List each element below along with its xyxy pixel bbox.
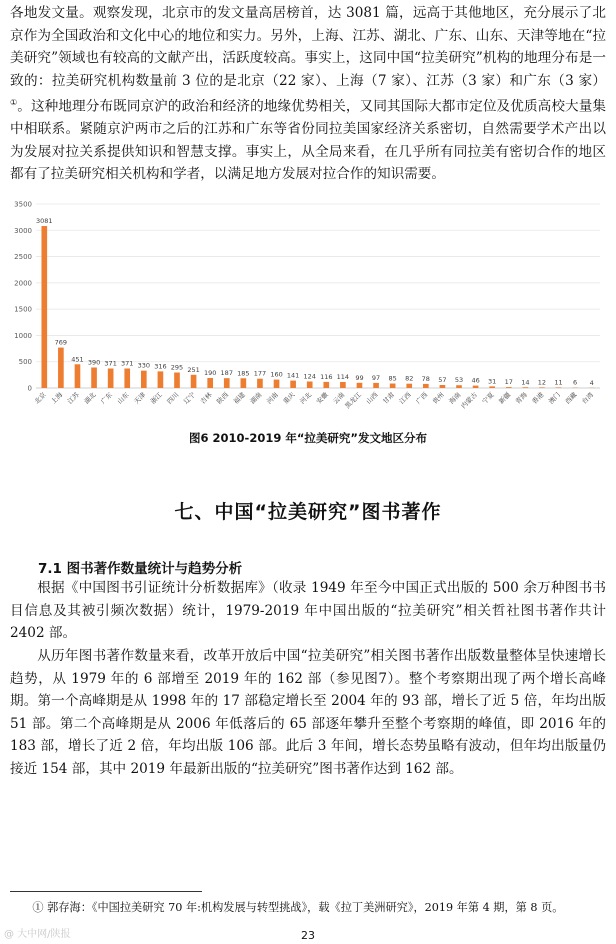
y-tick-label: 500 xyxy=(18,358,32,367)
figure-caption: 图6 2010-2019 年“拉美研究”发文地区分布 xyxy=(189,431,427,445)
bar xyxy=(539,387,545,388)
x-tick-label: 四川 xyxy=(165,390,181,406)
region-distribution-chart xyxy=(8,198,608,418)
bar-value-label: 190 xyxy=(203,369,217,378)
bar-value-label: 116 xyxy=(320,372,333,381)
bar-value-label: 185 xyxy=(237,369,250,378)
body-paragraph-3: 从历年图书著作数量来看，改革开放后中国“拉美研究”相关图书著作出版数量整体呈快速增长趋势，从 1979 年的 6 部增至 2019 年的 162 部（参见图7）。整个考察期出现了两个增长高峰期。第一个高峰期是从 1998 年的 17 部稳定增长至 2004 年的 93 部，增长了近 5 倍，年均出版 51 部。第二个高峰期是从 2006 年低落后的 65 部逐年攀升至整个考察期的峰值，即 2016 年的 183 部，增长了近 2 倍，年均出版 106 部。此后 3 年间，增长态势虽略有波动，但年均出版量仍接近 154 部，其中 2019 年最新出版的“拉美研究”图书著作达到 162 部。 xyxy=(10,648,606,777)
page-number: 23 xyxy=(301,929,315,942)
bar xyxy=(141,371,147,388)
bar xyxy=(489,386,495,388)
bar xyxy=(290,381,296,388)
body-paragraph-1 xyxy=(10,2,606,186)
x-tick-label: 甘肃 xyxy=(381,390,397,406)
paragraph-text-continued: 。这种地理分布既同京沪的政治和经济的地缘优势相关，又同其国际大都市定位及优质高校大量集中相联系。紧随京沪两市之后的江苏和广东等省份同拉美国家经济关系密切，自然需要学术产出以为发展对拉关系提供知识和智慧支撑。事实上，从全局来看，在几乎所有同拉美有密切合作的地区都有了拉美研究相关机构和学者，以满足地方发展对拉合作的知识需要。 xyxy=(10,98,607,183)
x-tick-label: 澳门 xyxy=(547,390,562,406)
x-tick-label: 山西 xyxy=(364,390,380,406)
bar-value-label: 330 xyxy=(137,361,151,370)
bar xyxy=(75,364,81,388)
y-tick-label: 3000 xyxy=(14,226,32,235)
bar xyxy=(274,380,280,388)
bar-value-label: 99 xyxy=(355,373,364,382)
x-tick-label: 内蒙古 xyxy=(459,390,480,411)
x-tick-label: 香港 xyxy=(530,390,546,406)
bar xyxy=(108,368,114,388)
section-title: 7.1 图书著作数量统计与趋势分析 xyxy=(38,561,243,577)
bar xyxy=(224,378,230,388)
x-tick-label: 福建 xyxy=(231,390,247,406)
bar-value-label: 53 xyxy=(454,376,464,385)
x-tick-label: 河南 xyxy=(265,390,280,406)
x-tick-label: 新疆 xyxy=(497,390,513,406)
bar-value-label: 4 xyxy=(589,378,594,387)
bar xyxy=(124,368,130,388)
bar-value-label: 114 xyxy=(336,373,350,382)
footnote: ① 郭存海：《中国拉美研究 70 年:机构发展与转型挑战》，载《拉丁美洲研究》，2019 年第 4 期，第 8 页。 xyxy=(32,901,564,914)
x-tick-label: 江西 xyxy=(397,390,413,406)
x-tick-label: 广西 xyxy=(414,390,430,406)
bar-value-label: 14 xyxy=(521,378,530,387)
body-paragraph-2: 根据《中国图书引证统计分析数据库》（收录 1949 年至今中国正式出版的 500 余万种图书书目信息及其被引频次数据）统计，1979-2019 年中国出版的“拉美研究”相关哲社图书著作共计 2402 部。 xyxy=(10,580,606,641)
x-tick-label: 湖北 xyxy=(82,390,98,406)
bar-value-label: 177 xyxy=(253,369,267,378)
bar-value-label: 46 xyxy=(471,376,480,385)
bar xyxy=(390,384,396,388)
bar xyxy=(174,372,180,388)
x-tick-label: 安徽 xyxy=(314,390,330,406)
bar-value-label: 57 xyxy=(438,376,447,385)
x-tick-label: 北京 xyxy=(32,390,48,406)
chart-x-axis xyxy=(32,390,595,411)
bar xyxy=(58,348,64,388)
x-tick-label: 黑龙江 xyxy=(343,390,363,411)
bar xyxy=(473,386,479,388)
chart-y-axis xyxy=(14,201,32,393)
y-tick-label: 3500 xyxy=(14,200,32,209)
x-tick-label: 河北 xyxy=(298,390,314,406)
footnote-divider xyxy=(10,891,202,892)
bar xyxy=(340,382,346,388)
bar xyxy=(257,379,263,388)
bar-value-label: 295 xyxy=(170,363,184,372)
bar-value-label: 85 xyxy=(388,374,397,383)
x-tick-label: 西藏 xyxy=(563,390,579,406)
x-tick-label: 云南 xyxy=(331,390,347,406)
bar xyxy=(307,381,313,388)
bar xyxy=(191,375,197,388)
y-tick-label: 2500 xyxy=(14,253,32,262)
bar-value-label: 390 xyxy=(87,358,101,367)
x-tick-label: 台湾 xyxy=(580,390,596,406)
x-tick-label: 上海 xyxy=(49,390,65,406)
y-tick-label: 2000 xyxy=(14,279,32,288)
bar-value-label: 97 xyxy=(371,373,381,382)
chapter-title: 七、中国“拉美研究”图书著作 xyxy=(174,501,442,523)
watermark: @ 大中网/陕报 xyxy=(4,929,71,940)
bar xyxy=(523,387,529,388)
chart-bars xyxy=(36,217,595,388)
y-tick-label: 0 xyxy=(27,384,32,393)
bar-value-label: 187 xyxy=(220,369,233,378)
bar-value-label: 251 xyxy=(187,365,200,374)
x-tick-label: 贵州 xyxy=(430,390,446,406)
bar-value-label: 17 xyxy=(504,378,513,387)
bar-value-label: 141 xyxy=(286,371,300,380)
bar-value-label: 316 xyxy=(154,362,167,371)
bar xyxy=(440,385,446,388)
x-tick-label: 天津 xyxy=(132,390,148,406)
bar xyxy=(323,382,329,388)
bar xyxy=(241,378,247,388)
bar xyxy=(423,384,429,388)
x-tick-label: 吉林 xyxy=(198,390,214,406)
bar-value-label: 371 xyxy=(104,359,117,368)
x-tick-label: 辽宁 xyxy=(182,390,198,406)
bar-value-label: 769 xyxy=(54,338,68,347)
bar xyxy=(456,385,462,388)
x-tick-label: 山东 xyxy=(115,390,131,406)
footnote-marker[interactable]: ① xyxy=(10,98,18,107)
bar-value-label: 12 xyxy=(537,378,547,387)
paragraph-text: 各地发文量。观察发现，北京市的发文量高居榜首，达 3081 篇，远高于其他地区，充分展示了北京作为全国政治和文化中心的地位和实力。另外，上海、江苏、湖北、广东、山东、天津等地在“拉美研究”领域也有较高的文献产出，活跃度较高。事实上，这同中国“拉美研究”机构的地理分布是一致的：拉美研究机构数量前 3 位的是北京（22 家）、上海（7 家）、江苏（3 家）和广东（3 家） xyxy=(10,5,606,89)
x-tick-label: 江苏 xyxy=(66,390,81,406)
bar xyxy=(207,378,213,388)
bar xyxy=(556,387,562,388)
x-tick-label: 宁夏 xyxy=(480,390,496,406)
bar xyxy=(91,367,97,388)
bar-value-label: 82 xyxy=(405,374,414,383)
x-tick-label: 重庆 xyxy=(281,390,297,406)
bar xyxy=(406,384,412,388)
bar-value-label: 3081 xyxy=(36,217,53,226)
y-tick-label: 1500 xyxy=(14,305,32,314)
bar xyxy=(373,383,379,388)
x-tick-label: 陕西 xyxy=(215,390,231,406)
x-tick-label: 海南 xyxy=(447,390,463,406)
bar xyxy=(506,387,512,388)
bar-value-label: 6 xyxy=(573,378,578,387)
bar-value-label: 11 xyxy=(554,378,563,387)
x-tick-label: 青海 xyxy=(513,390,529,406)
bar-value-label: 451 xyxy=(71,355,84,364)
bar-value-label: 371 xyxy=(121,359,134,368)
x-tick-label: 浙江 xyxy=(148,390,164,406)
bar-value-label: 124 xyxy=(303,372,316,381)
bar xyxy=(357,383,363,388)
y-tick-label: 1000 xyxy=(14,331,32,340)
bar xyxy=(158,371,164,388)
bar-value-label: 31 xyxy=(488,377,497,386)
bar-value-label: 78 xyxy=(421,374,430,383)
bar xyxy=(41,226,47,388)
x-tick-label: 湖南 xyxy=(248,390,264,406)
x-tick-label: 广东 xyxy=(99,390,115,406)
bar-value-label: 160 xyxy=(270,370,283,379)
